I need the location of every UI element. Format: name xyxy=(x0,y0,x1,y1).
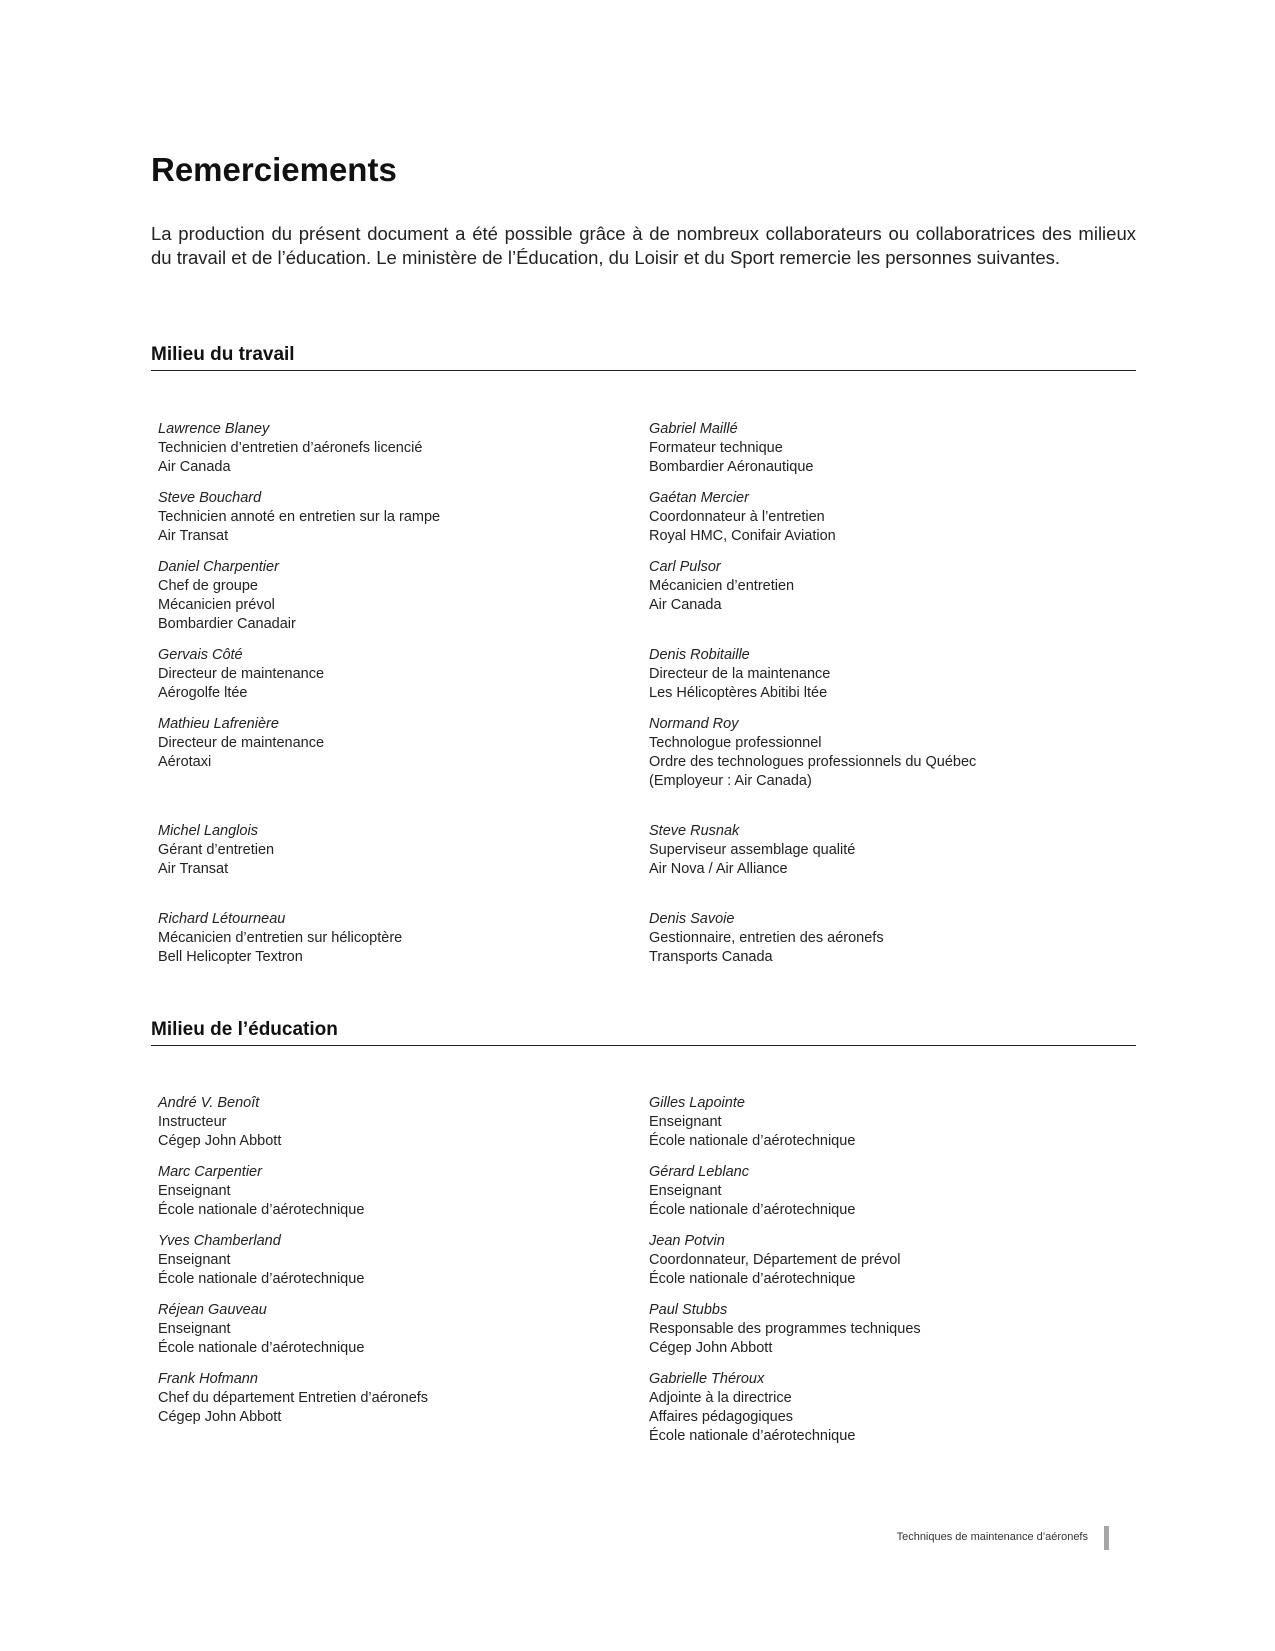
person-entry xyxy=(158,715,649,791)
person-name: Steve Bouchard xyxy=(158,490,262,506)
person-role: Responsable des programmes techniques xyxy=(649,1321,921,1337)
person-entry xyxy=(649,646,1140,703)
person-entry xyxy=(158,1370,649,1446)
person-organization: Bombardier Canadair xyxy=(158,616,296,632)
person-organization: École nationale d’aérotechnique xyxy=(649,1271,856,1287)
person-entry xyxy=(158,1301,649,1358)
person-name: Lawrence Blaney xyxy=(158,421,270,437)
person-name: Gilles Lapointe xyxy=(649,1095,745,1111)
people-row xyxy=(158,1301,1058,1358)
person-name: Carl Pulsor xyxy=(649,559,721,575)
intro-paragraph: La production du présent document a été possible grâce à de nombreux collaborateurs ou collaboratrices des milieux du travail et de l’éducation. Le ministère de l’Éducation, du Loisir et du Sport remercie les personnes suivantes. xyxy=(151,223,1136,268)
person-entry xyxy=(158,420,649,477)
person-organization: Royal HMC, Conifair Aviation xyxy=(649,528,836,544)
person-organization: Cégep John Abbott xyxy=(649,1340,773,1356)
person-name: Paul Stubbs xyxy=(649,1302,728,1318)
person-role: Mécanicien d’entretien xyxy=(649,578,795,594)
person-role: Instructeur xyxy=(158,1114,227,1130)
person-employer-note: (Employeur : Air Canada) xyxy=(649,773,812,789)
person-entry xyxy=(649,1370,1140,1446)
person-role: Directeur de maintenance xyxy=(158,735,325,751)
people-row xyxy=(158,646,1058,703)
person-organization: Air Nova / Air Alliance xyxy=(649,861,788,877)
person-entry xyxy=(158,1163,649,1220)
people-row xyxy=(158,910,1058,967)
person-entry xyxy=(649,558,1140,634)
person-name: Réjean Gauveau xyxy=(158,1302,267,1318)
person-role: Mécanicien d’entretien sur hélicoptère xyxy=(158,930,403,946)
person-name: Richard Létourneau xyxy=(158,911,286,927)
person-organization: Les Hélicoptères Abitibi ltée xyxy=(649,685,828,701)
people-list-education xyxy=(158,1094,1058,1446)
person-role: Gérant d’entretien xyxy=(158,842,275,858)
person-entry xyxy=(158,558,649,634)
person-role: Technologue professionnel xyxy=(649,735,822,751)
page-footer: Techniques de maintenance d’aéronefs xyxy=(896,1531,1088,1543)
person-name: Jean Potvin xyxy=(649,1233,725,1249)
person-entry xyxy=(649,1094,1140,1151)
person-organization: École nationale d’aérotechnique xyxy=(649,1428,856,1444)
person-organization: École nationale d’aérotechnique xyxy=(649,1133,856,1149)
footer-page-marker xyxy=(1104,1526,1109,1550)
section-heading-education: Milieu de l’éducation xyxy=(151,1018,1136,1046)
person-role: Enseignant xyxy=(649,1183,722,1199)
person-role: Enseignant xyxy=(649,1114,722,1130)
person-organization: École nationale d’aérotechnique xyxy=(158,1271,365,1287)
person-organization: Transports Canada xyxy=(649,949,773,965)
person-role: Coordonnateur, Département de prévol xyxy=(649,1252,901,1268)
people-row xyxy=(158,1094,1058,1151)
person-organization: École nationale d’aérotechnique xyxy=(158,1202,365,1218)
person-organization: Aérogolfe ltée xyxy=(158,685,248,701)
person-role: Chef du département Entretien d’aéronefs xyxy=(158,1390,429,1406)
person-name: Marc Carpentier xyxy=(158,1164,262,1180)
person-organization: Aérotaxi xyxy=(158,754,212,770)
page-title: Remerciements xyxy=(151,151,397,188)
person-role: Chef de groupe xyxy=(158,578,258,594)
person-entry xyxy=(649,489,1140,546)
people-row xyxy=(158,1232,1058,1289)
person-name: Mathieu Lafrenière xyxy=(158,716,279,732)
person-organization: École nationale d’aérotechnique xyxy=(158,1340,365,1356)
people-row xyxy=(158,1370,1058,1446)
person-entry xyxy=(649,420,1140,477)
person-entry xyxy=(649,715,1140,791)
person-entry xyxy=(649,822,1140,879)
person-organization: Air Transat xyxy=(158,528,229,544)
person-organization: École nationale d’aérotechnique xyxy=(649,1202,856,1218)
person-organization: Bell Helicopter Textron xyxy=(158,949,303,965)
person-name: André V. Benoît xyxy=(158,1095,260,1111)
person-entry xyxy=(158,822,649,879)
person-entry xyxy=(649,1232,1140,1289)
person-role: Formateur technique xyxy=(649,440,783,456)
person-organization: Air Canada xyxy=(649,597,722,613)
person-name: Gérard Leblanc xyxy=(649,1164,749,1180)
person-department: Affaires pédagogiques xyxy=(649,1409,794,1425)
people-row xyxy=(158,822,1058,879)
person-role: Gestionnaire, entretien des aéronefs xyxy=(649,930,884,946)
person-role: Directeur de la maintenance xyxy=(649,666,831,682)
section-heading-travail: Milieu du travail xyxy=(151,343,1136,371)
person-role: Enseignant xyxy=(158,1183,231,1199)
person-organization: Air Canada xyxy=(158,459,231,475)
person-role: Adjointe à la directrice xyxy=(649,1390,792,1406)
person-organization: Bombardier Aéronautique xyxy=(649,459,814,475)
person-name: Gabrielle Théroux xyxy=(649,1371,765,1387)
person-entry xyxy=(158,489,649,546)
person-role: Mécanicien prévol xyxy=(158,597,275,613)
person-name: Gervais Côté xyxy=(158,647,243,663)
person-name: Gaétan Mercier xyxy=(649,490,749,506)
people-row xyxy=(158,558,1058,634)
person-name: Yves Chamberland xyxy=(158,1233,281,1249)
person-name: Gabriel Maillé xyxy=(649,421,738,437)
person-name: Normand Roy xyxy=(649,716,739,732)
person-role: Directeur de maintenance xyxy=(158,666,325,682)
person-entry xyxy=(158,646,649,703)
person-role: Enseignant xyxy=(158,1252,231,1268)
person-role: Enseignant xyxy=(158,1321,231,1337)
person-entry xyxy=(158,1232,649,1289)
people-row xyxy=(158,1163,1058,1220)
person-role: Technicien annoté en entretien sur la rampe xyxy=(158,509,441,525)
person-name: Steve Rusnak xyxy=(649,823,740,839)
person-name: Daniel Charpentier xyxy=(158,559,279,575)
person-organization: Cégep John Abbott xyxy=(158,1409,282,1425)
person-entry xyxy=(649,1163,1140,1220)
people-row xyxy=(158,715,1058,791)
people-row xyxy=(158,489,1058,546)
person-name: Michel Langlois xyxy=(158,823,258,839)
person-organization: Ordre des technologues professionnels du Québec xyxy=(649,754,977,770)
person-entry xyxy=(649,910,1140,967)
person-organization: Air Transat xyxy=(158,861,229,877)
person-role: Coordonnateur à l’entretien xyxy=(649,509,825,525)
person-role: Technicien d’entretien d’aéronefs licencié xyxy=(158,440,423,456)
person-organization: Cégep John Abbott xyxy=(158,1133,282,1149)
person-entry xyxy=(649,1301,1140,1358)
person-name: Frank Hofmann xyxy=(158,1371,258,1387)
person-role: Superviseur assemblage qualité xyxy=(649,842,856,858)
people-row xyxy=(158,420,1058,477)
person-entry xyxy=(158,1094,649,1151)
person-name: Denis Savoie xyxy=(649,911,735,927)
person-name: Denis Robitaille xyxy=(649,647,750,663)
people-list-travail xyxy=(158,420,1058,967)
person-entry xyxy=(158,910,649,967)
